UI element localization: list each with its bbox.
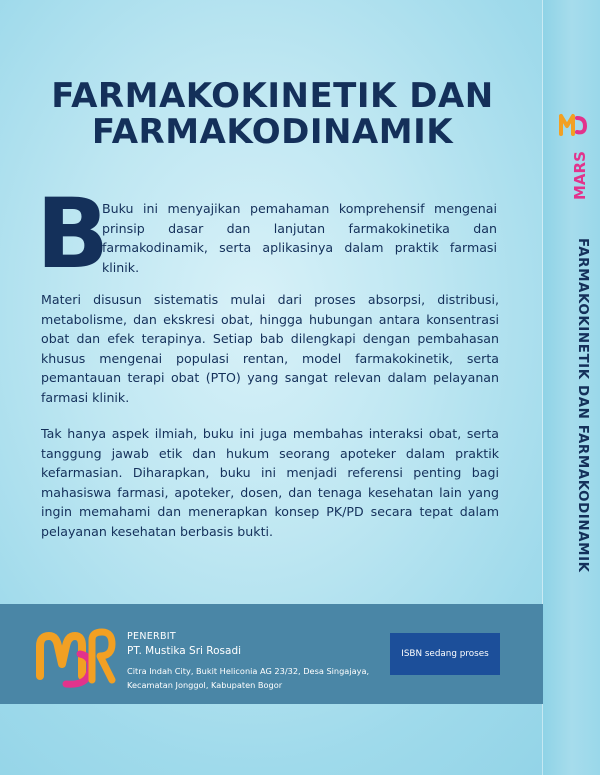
publisher-label: PENERBIT <box>127 631 176 642</box>
closing-paragraph: Tak hanya aspek ilmiah, buku ini juga membahas interaksi obat, serta tanggung jawab etik dan hukum seorang apoteker dalam praktik kefarmasian. Diharapkan, buku ini menjadi referensi penting bagi mahasiswa farmasi, apoteker, dosen, dan tenaga kesehatan lain yang ingin memahami dan menerapkan konsep PK/PD secara tepat dalam pelayanan kesehatan berbasis bukti. <box>41 426 499 539</box>
content-paragraph: Materi disusun sistematis mulai dari proses absorpsi, distribusi, metabolisme, dan ekskresi obat, hingga hubungan antara konsentrasi obat dan efek terapinya. Setiap bab dilengkapi dengan pembahasan khusus mengenai populasi rentan, model farmakokinetik, serta pemantauan terapi obat (PTO) yang sangat relevan dalam pelayanan farmasi klinik. <box>41 292 499 405</box>
title-line-2: FARMAKODINAMIK <box>91 112 454 152</box>
spine-brand-text: MARS <box>571 151 589 200</box>
mars-spine-logo-icon <box>553 112 593 204</box>
address-line-1: Citra Indah City, Bukit Heliconia AG 23/32, Desa Singajaya, <box>127 666 370 676</box>
drop-cap: B <box>36 178 110 290</box>
title-line-1: FARMAKOKINETIK DAN <box>51 76 494 116</box>
spine-title: FARMAKOKINETIK DAN FARMAKODINAMIK <box>575 238 590 573</box>
msr-logo-icon <box>36 624 116 690</box>
address-line-2: Kecamatan Jonggol, Kabupaten Bogor <box>127 680 283 690</box>
cover-title <box>30 78 515 150</box>
isbn-box: ISBN sedang proses <box>390 633 500 675</box>
publisher-address <box>127 664 377 692</box>
intro-paragraph: Buku ini menyajikan pemahaman komprehensif mengenai prinsip dasar dan lanjutan farmakokinetika dan farmakodinamik, serta aplikasinya dalam praktik farmasi klinik. <box>102 201 497 275</box>
publisher-name: PT. Mustika Sri Rosadi <box>127 645 242 657</box>
